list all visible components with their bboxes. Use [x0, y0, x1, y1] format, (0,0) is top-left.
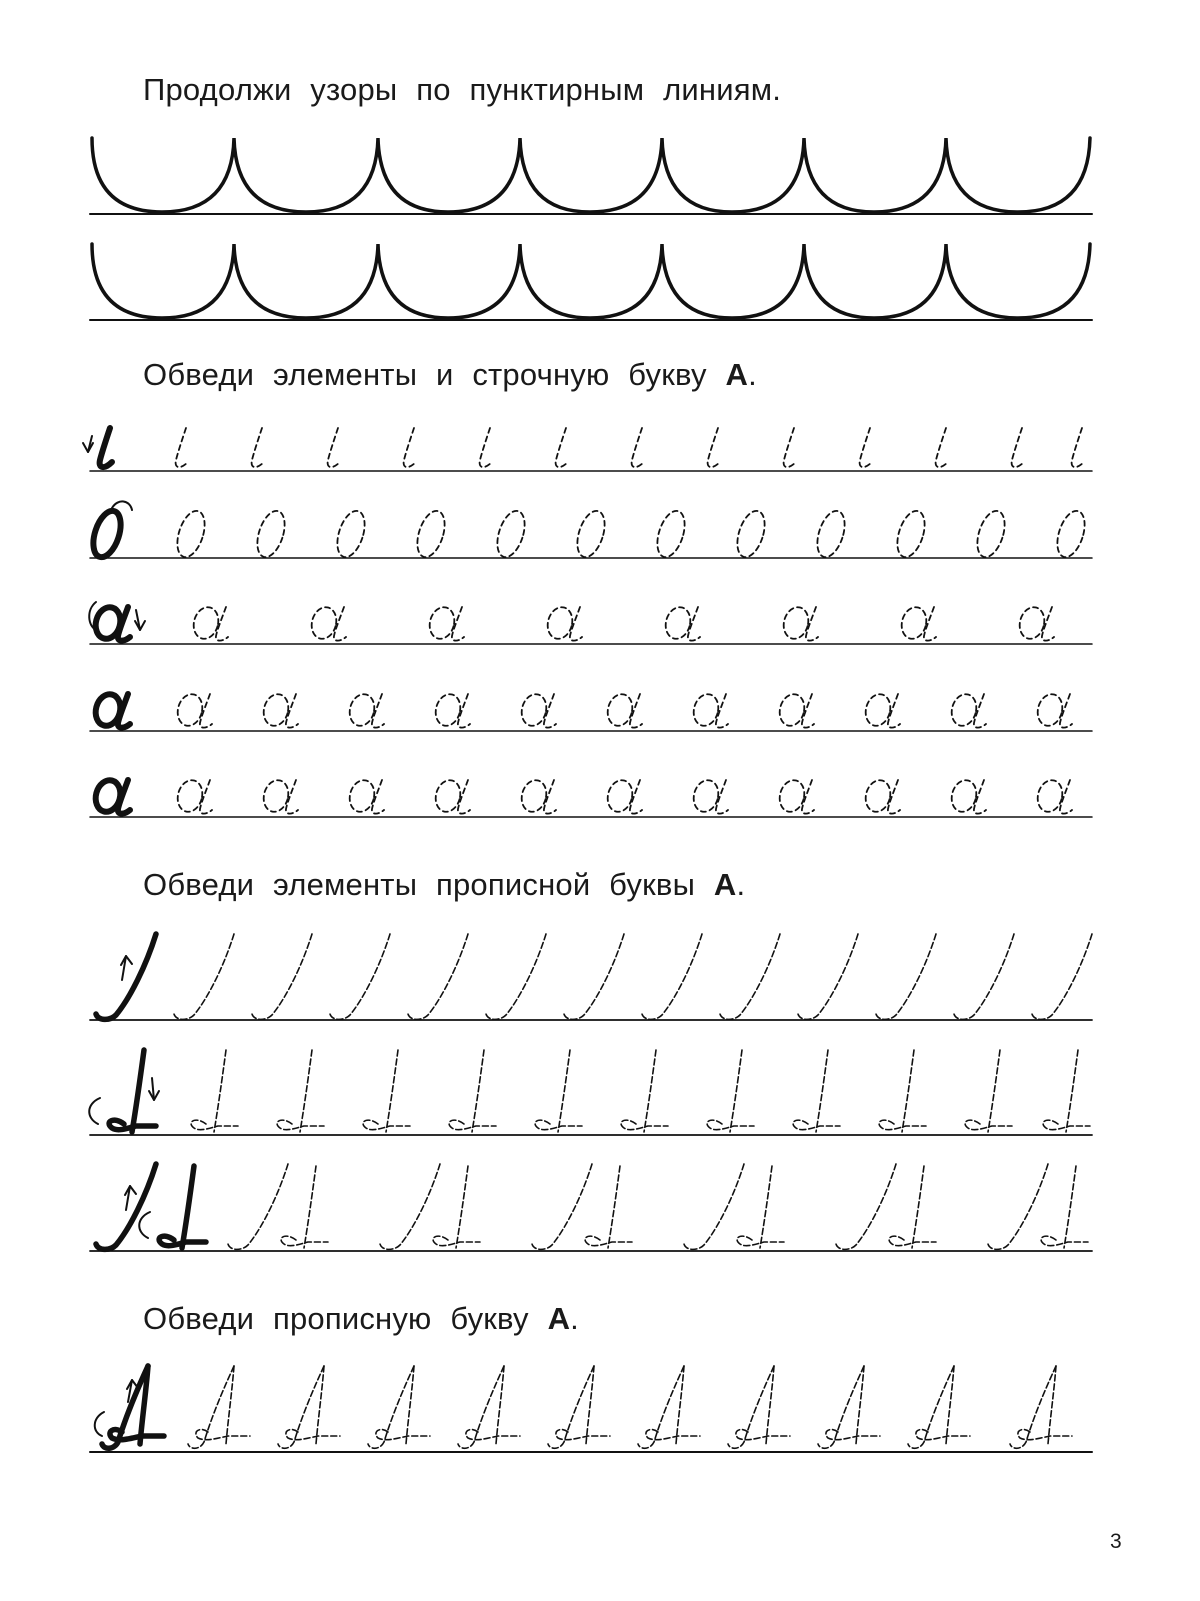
instruction-tail: . [736, 867, 746, 902]
instruction-tail: . [748, 357, 757, 392]
trace-hooks [176, 428, 1084, 467]
instruction-text: Обведи элементы прописной буквы [143, 867, 714, 902]
lowercase-row-hook [83, 428, 1092, 471]
trace-letters-a [174, 691, 1072, 728]
trace-ovals [172, 507, 1090, 560]
direction-arrow-icon [135, 610, 145, 630]
scallop-pattern [92, 138, 1090, 212]
capital-row-letter-A [90, 1366, 1092, 1452]
pattern-row-2 [90, 244, 1092, 320]
direction-arrow-icon [149, 1078, 159, 1100]
lowercase-row-letter-a-2 [90, 777, 1092, 817]
pattern-row-1 [90, 138, 1092, 214]
lowercase-row-letter-a-1 [90, 691, 1092, 731]
circular-arrow-icon [139, 1212, 150, 1238]
trace-cross-strokes [191, 1050, 1090, 1132]
sample-letter-a [92, 604, 130, 641]
instruction-letter: А [713, 867, 737, 902]
instruction-letter: А [547, 1301, 571, 1336]
page-number: 3 [1110, 1530, 1122, 1553]
scallop-pattern [92, 244, 1090, 318]
trace-stems [174, 934, 1092, 1019]
instruction-text: Обведи элементы и строчную букву [143, 357, 726, 392]
instruction-text: Продолжи узоры по пунктирным линиям. [143, 72, 782, 107]
trace-oval-hooks [190, 604, 1054, 641]
instruction-text: Обведи прописную букву [143, 1301, 548, 1336]
sample-oval [88, 507, 126, 560]
trace-capital-A [188, 1366, 1072, 1448]
instruction-tail: . [570, 1301, 579, 1336]
trace-stem-cross [228, 1164, 1088, 1249]
uppercase-row-stem-cross [90, 1164, 1092, 1251]
sample-hook [100, 428, 112, 467]
sample-cross-stroke [159, 1166, 206, 1248]
sample-capital-A [102, 1366, 164, 1448]
circular-arrow-icon [89, 1098, 100, 1124]
sample-letter-a [92, 777, 130, 814]
direction-arrow-icon [121, 956, 132, 980]
circular-arrow-icon [95, 1412, 104, 1436]
direction-arrow-icon [83, 436, 93, 452]
trace-letters-a [174, 777, 1072, 814]
direction-arrow-icon [125, 1186, 136, 1210]
sample-stem [96, 934, 156, 1019]
lowercase-row-oval-hook [89, 602, 1092, 644]
uppercase-row-cross [89, 1050, 1092, 1135]
uppercase-row-stem [90, 934, 1092, 1020]
instruction-letter: А [725, 357, 749, 392]
lowercase-row-oval [88, 501, 1092, 560]
sample-letter-a [92, 691, 130, 728]
